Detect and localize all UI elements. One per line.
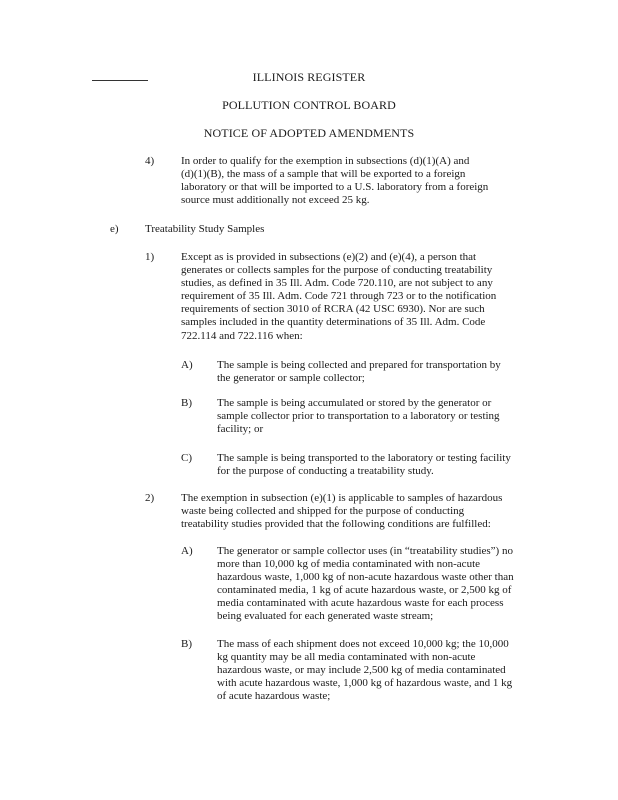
text-line: for the purpose of conducting a treatability study. xyxy=(217,465,434,478)
text-line: generates or collects samples for the purpose of conducting treatability xyxy=(181,264,493,277)
text-line: The sample is being transported to the laboratory or testing facility xyxy=(217,452,511,464)
item-e2-label: 2) xyxy=(145,492,155,504)
text-line: being evaluated for each generated waste stream; xyxy=(217,610,434,623)
item-e2-text xyxy=(181,492,541,531)
item-e2-b-text xyxy=(217,638,547,703)
text-line: (d)(1)(B), the mass of a sample that will be exported to a foreign xyxy=(181,168,466,181)
register-title: ILLINOIS REGISTER xyxy=(252,70,366,84)
item-e1-b-text xyxy=(217,397,547,436)
text-line: In order to qualify for the exemption in subsections (d)(1)(A) and xyxy=(181,155,470,167)
text-line: samples included in the quantity determinations of 35 Ill. Adm. Code xyxy=(181,316,486,329)
item-e2-a-label: A) xyxy=(181,545,193,557)
text-line: requirements of section 3010 of RCRA (42 USC 6930). Nor are such xyxy=(181,303,485,316)
text-line: media contaminated with acute hazardous waste for each process xyxy=(217,597,504,610)
text-line: laboratory or that will be imported to a U.S. laboratory from a foreign xyxy=(181,181,489,194)
text-line: waste being collected and shipped for the purpose of conducting xyxy=(181,505,465,518)
item-e1-b-label: B) xyxy=(181,397,192,409)
text-line: contaminated media, 1 kg of acute hazardous waste, or 2,500 kg of xyxy=(217,584,512,597)
section-e-label: e) xyxy=(110,223,119,235)
item-e1-label: 1) xyxy=(145,251,155,263)
text-line: The generator or sample collector uses (in “treatability studies”) no xyxy=(217,545,513,557)
text-line: hazardous waste, or may include 2,500 kg of media contaminated xyxy=(217,664,506,677)
item-e1-c-label: C) xyxy=(181,452,192,464)
item-e1-text xyxy=(181,251,541,343)
text-line: more than 10,000 kg of media contaminated with non-acute xyxy=(217,558,481,571)
text-line: of acute hazardous waste; xyxy=(217,690,331,703)
item-e2-a-text xyxy=(217,545,547,624)
agency-title: POLLUTION CONTROL BOARD xyxy=(222,98,396,112)
text-line: Except as is provided in subsections (e)(2) and (e)(4), a person that xyxy=(181,251,477,263)
text-line: with acute hazardous waste, 1,000 kg of hazardous waste, and 1 kg xyxy=(217,677,513,690)
text-line: The sample is being accumulated or stored by the generator or xyxy=(217,397,492,409)
text-line: treatability studies provided that the following conditions are fulfilled: xyxy=(181,518,491,531)
item-e1-c-text xyxy=(217,452,547,478)
text-line: The mass of each shipment does not exceed 10,000 kg; the 10,000 xyxy=(217,638,509,650)
text-line: the generator or sample collector; xyxy=(217,372,365,385)
text-line: source must additionally not exceed 25 kg. xyxy=(181,194,370,207)
section-e-title: Treatability Study Samples xyxy=(145,223,265,235)
text-line: studies, as defined in 35 Ill. Adm. Code 720.110, are not subject to any xyxy=(181,277,493,290)
text-line: sample collector prior to transportation to a laboratory or testing xyxy=(217,410,500,423)
text-line: requirement of 35 Ill. Adm. Code 721 through 723 or to the notification xyxy=(181,290,497,303)
text-line: The exemption in subsection (e)(1) is applicable to samples of hazardous xyxy=(181,492,503,504)
text-line: kg quantity may be all media contaminated with non-acute xyxy=(217,651,476,664)
text-line: The sample is being collected and prepared for transportation by xyxy=(217,359,501,371)
item-e2-b-label: B) xyxy=(181,638,192,650)
item-4-text xyxy=(181,155,511,207)
item-e1-a-label: A) xyxy=(181,359,193,371)
text-line: facility; or xyxy=(217,423,264,436)
item-e1-a-text xyxy=(217,359,547,385)
notice-title: NOTICE OF ADOPTED AMENDMENTS xyxy=(203,126,415,140)
item-4-label: 4) xyxy=(145,155,155,167)
text-line: 722.114 and 722.116 when: xyxy=(181,329,303,342)
text-line: hazardous waste, 1,000 kg of non-acute hazardous waste other than xyxy=(217,571,514,584)
